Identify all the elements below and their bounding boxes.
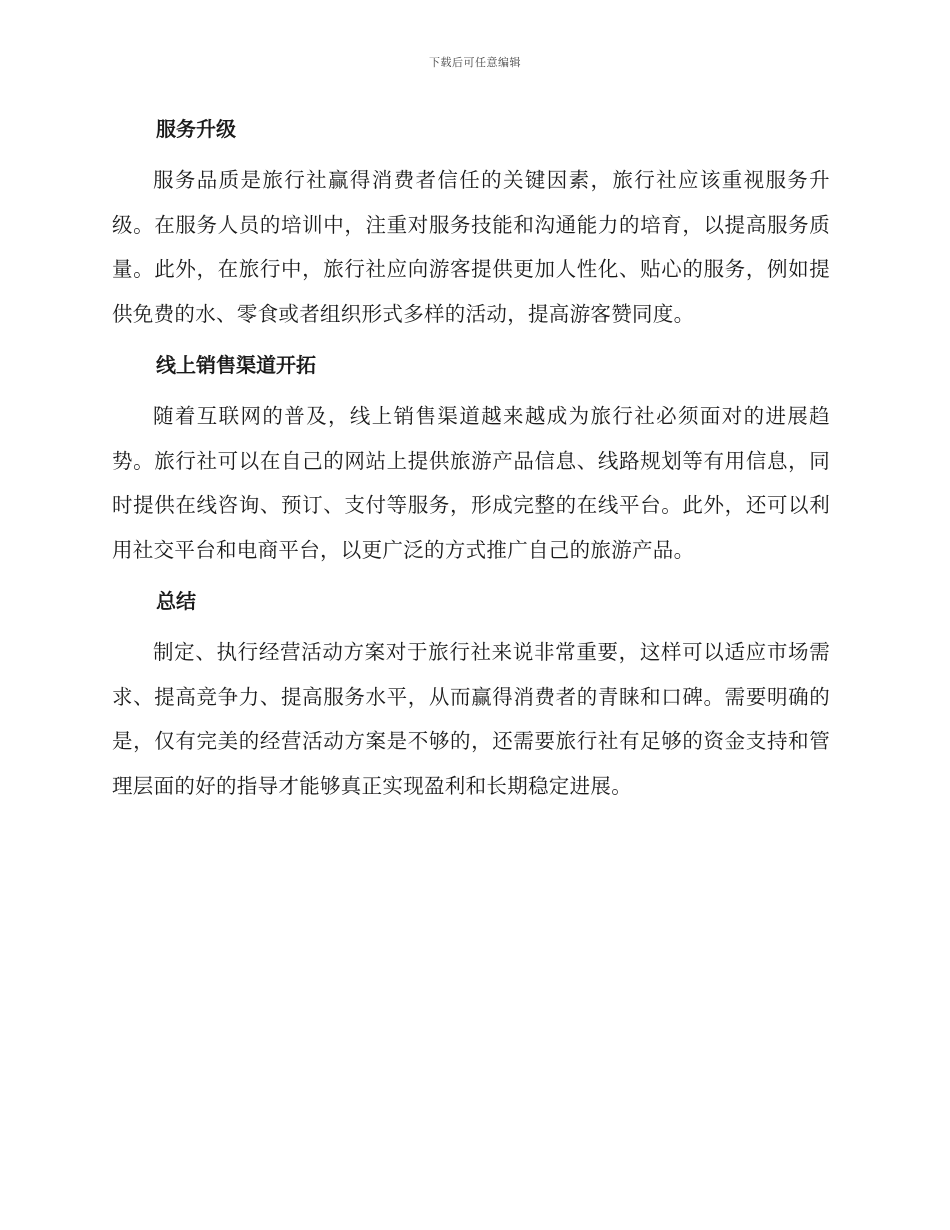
document-body xyxy=(112,114,830,822)
section-heading: 总结 xyxy=(156,589,196,613)
section-paragraph: 随着互联网的普及，线上销售渠道越来越成为旅行社必须面对的进展趋势。旅行社可以在自己的网站上提供旅游产品信息、线路规划等有用信息，同时提供在线咨询、预订、支付等服务，形成完整的在线平台。此外，还可以利用社交平台和电商平台，以更广泛的方式推广自己的旅游产品。 xyxy=(112,404,830,562)
section-heading: 服务升级 xyxy=(156,117,236,141)
section-online-sales xyxy=(112,350,830,572)
section-heading: 线上销售渠道开拓 xyxy=(156,353,316,377)
section-service-upgrade xyxy=(112,114,830,336)
page-header: 下载后可任意编辑 xyxy=(429,56,521,69)
section-summary xyxy=(112,586,830,808)
section-paragraph: 服务品质是旅行社赢得消费者信任的关键因素，旅行社应该重视服务升级。在服务人员的培训中，注重对服务技能和沟通能力的培育，以提高服务质量。此外，在旅行中，旅行社应向游客提供更加人性化、贴心的服务，例如提供免费的水、零食或者组织形式多样的活动，提高游客赞同度。 xyxy=(112,168,830,326)
section-paragraph: 制定、执行经营活动方案对于旅行社来说非常重要，这样可以适应市场需求、提高竞争力、提高服务水平，从而赢得消费者的青睐和口碑。需要明确的是，仅有完美的经营活动方案是不够的，还需要旅行社有足够的资金支持和管理层面的好的指导才能够真正实现盈利和长期稳定进展。 xyxy=(112,640,830,798)
